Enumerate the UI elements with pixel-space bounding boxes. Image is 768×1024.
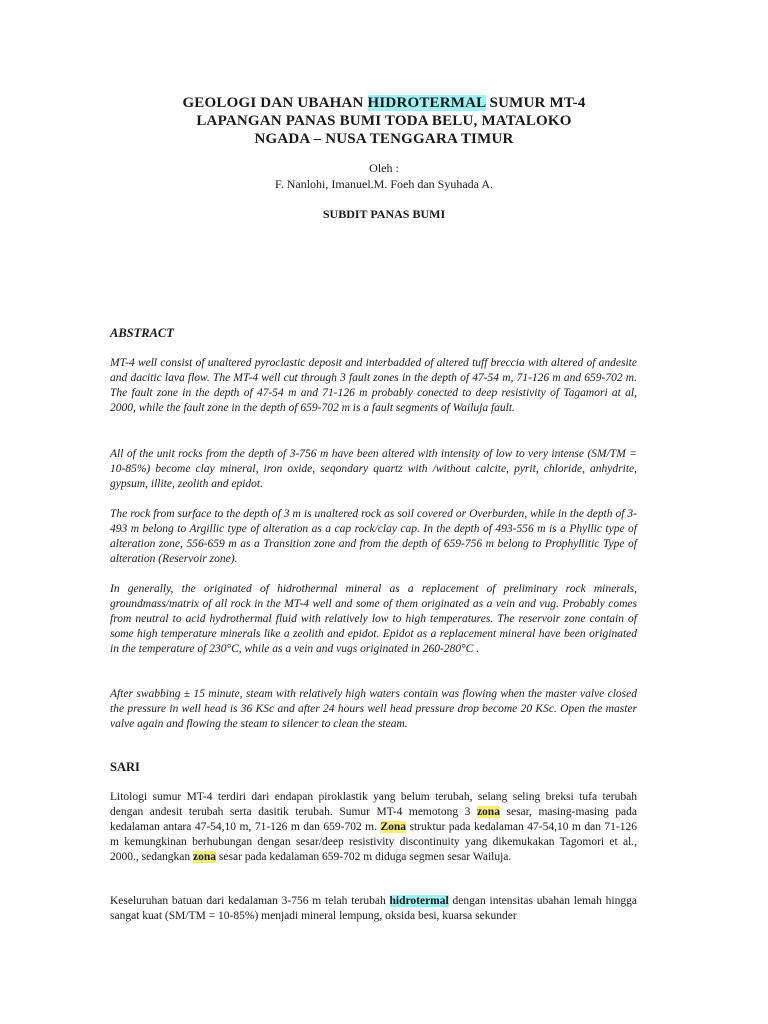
abstract-paragraph: After swabbing ± 15 minute, steam with relatively high waters contain was flowing when the master valve closed the pressure in well head is 36 KSc and after 24 hours well head pressure drop become 20 KSc. Open the master valve again and flowing the steam to silencer to clean the steam. xyxy=(110,688,637,730)
sari-text: Keseluruhan batuan dari kedalaman 3-756 m telah terubah xyxy=(110,895,390,907)
title-line-2: LAPANGAN PANAS BUMI TODA BELU, MATALOKO xyxy=(196,113,572,129)
search-highlight: zona xyxy=(193,851,217,863)
sari-text: Litologi sumur MT-4 terdiri dari endapan piroklastik yang belum terubah, selang seling breksi tufa terubah dengan andesit terubah serta dasitik terubah. Sumur MT-4 memotong 3 xyxy=(110,791,637,818)
search-highlight: HIDROTERMAL xyxy=(367,95,486,111)
sari-heading: SARI xyxy=(110,760,140,774)
byline-oleh: Oleh : xyxy=(369,161,399,175)
abstract-paragraph: MT-4 well consist of unaltered pyroclastic deposit and interbadded of altered tuff breccia with altered of andesite and dacitic lava flow. The MT-4 well cut through 3 fault zones in the depth of 47-54 m, 71-126 m and 659-702 m. The fault zone in the depth of 47-54 m and 71-126 m probably conected to deep resistivity of Tagamori at al, 2000, while the fault zone in the depth of 659-702 m is a fault segments of Wailuja fault. xyxy=(110,357,637,414)
sari-text: sesar pada kedalaman 659-702 m diduga segmen sesar Wailuja. xyxy=(216,851,512,863)
abstract-paragraph: In generally, the originated of hidrothermal mineral as a replacement of preliminary rock minerals, groundmass/matrix of all rock in the MT-4 well and some of them originated as a vein and vug. Probably comes from neutral to acid hydrothermal fluid with relatively low to high temperatures. The reservoir zone contain of some high temperature minerals like a zeolith and epidot. Epidot as a replacement mineral have been originated in the temperature of 230°C, while as a vein and vugs originated in 260-280°C . xyxy=(110,583,637,655)
abstract-heading: ABSTRACT xyxy=(110,326,174,340)
abstract-paragraph: The rock from surface to the depth of 3 m is unaltered rock as soil covered or Overburden, while in the depth of 3-493 m belong to Argillic type of alteration as a cap rock/clay cap. In the depth of 493-556 m is a Phyllic type of alteration zone, 556-659 m as a Transition zone and from the depth of 659-756 m belong to Prophyllitic Type of alteration (Reservoir zone). xyxy=(110,508,637,565)
sari-paragraph xyxy=(110,790,637,865)
document-title xyxy=(110,94,658,148)
sari-text: struktur pada kedalaman 47-54,10 m dan 71-126 m kemungkinan berhubungan dengan sesar/deep resistivity discontinuity yang dikemukakan Tagomori et al., 2000., sedangkan xyxy=(110,821,638,863)
title-line-1-start: GEOLOGI DAN UBAHAN xyxy=(182,95,368,111)
title-line-1 xyxy=(110,94,658,112)
search-highlight: zona xyxy=(476,806,500,818)
sari-text: dengan intensitas ubahan lemah hingga sangat kuat (SM/TM = 10-85%) menjadi mineral lempung, oksida besi, kuarsa sekunder xyxy=(110,895,637,922)
abstract-paragraph: All of the unit rocks from the depth of 3-756 m have been altered with intensity of low to very intense (SM/TM = 10-85%) become clay mineral, iron oxide, seqondary quartz with /without calcite, pyrit, chloride, anhydrite, gypsum, illite, zeolith and epidot. xyxy=(110,448,637,490)
department-name: SUBDIT PANAS BUMI xyxy=(322,207,446,221)
search-highlight: Zona xyxy=(380,821,407,833)
author-list: F. Nanlohi, Imanuel.M. Foeh dan Syuhada A. xyxy=(274,177,493,191)
title-line-1-end: SUMUR MT-4 xyxy=(485,95,586,111)
sari-paragraph xyxy=(110,894,637,924)
search-highlight: hidrotermal xyxy=(389,895,449,907)
title-line-3: NGADA – NUSA TENGGARA TIMUR xyxy=(254,131,514,147)
sari-text: sesar, masing-masing pada kedalaman antara 47-54,10 m, 71-126 m dan 659-702 m. xyxy=(110,806,637,833)
